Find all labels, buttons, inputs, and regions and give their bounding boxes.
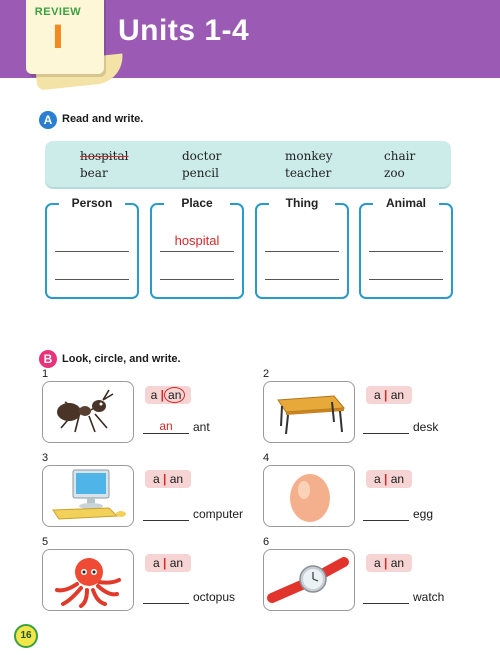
section-a-badge: A [39,111,57,129]
article-choice[interactable]: a | an [145,470,191,488]
article-an[interactable]: an [169,472,184,486]
item-number: 3 [42,452,49,464]
article-choice[interactable]: a | an [145,386,191,404]
word-bank-item: doctor [182,149,222,163]
write-line[interactable] [55,279,129,280]
word-bank-item: pencil [182,166,219,180]
ant-icon [43,382,133,442]
word-bank-item: chair [384,149,416,163]
answer-blank[interactable] [363,589,409,604]
article-a[interactable]: a [373,556,381,570]
article-a[interactable]: a [373,472,381,486]
write-line[interactable] [265,279,339,280]
category-answer[interactable]: hospital [174,233,220,248]
word-bank-item: monkey [285,149,333,163]
item-word: egg [413,507,434,521]
article-an[interactable]: an [390,388,405,402]
item-word: computer [193,507,244,521]
article-choice[interactable]: a | an [366,470,412,488]
item-word: watch [413,590,445,604]
picture-frame [42,368,134,443]
review-number: I [52,18,64,56]
item-number: 4 [263,452,270,464]
item-word: octopus [193,590,236,604]
picture-frame [263,368,355,443]
category-title: Animal [373,196,439,210]
write-line[interactable] [265,251,339,252]
picture-frame [42,452,134,527]
category-title: Place [164,196,230,210]
picture-frame [263,452,355,527]
section-b-badge: B [39,350,57,368]
write-line[interactable] [369,279,443,280]
article-an-circled[interactable]: an [164,387,185,403]
picture-frame [42,536,134,611]
category-title: Person [59,196,125,210]
watch-icon [264,550,354,610]
category-box-person [45,196,139,299]
review-label: REVIEW [34,6,82,18]
word-bank-item: hospital [80,149,129,163]
write-line[interactable] [55,251,129,252]
answer-blank[interactable] [143,506,189,521]
section-b-instruction: Look, circle, and write. [62,353,181,365]
page-title: Units 1-4 [118,14,250,47]
item-number: 5 [42,536,49,548]
write-line[interactable] [160,279,234,280]
word-bank-item: bear [80,166,108,180]
category-box-thing [255,196,349,299]
octopus-icon [43,550,133,610]
item-number: 6 [263,536,270,548]
answer-blank[interactable] [363,419,409,434]
article-an[interactable]: an [390,556,405,570]
write-line[interactable] [369,251,443,252]
article-a[interactable]: a [152,472,160,486]
article-a[interactable]: a [373,388,381,402]
answer-blank[interactable]: an [143,419,189,434]
answer-blank[interactable] [143,589,189,604]
section-a-instruction: Read and write. [62,113,144,125]
article-an[interactable]: an [390,472,405,486]
article-an[interactable]: an [169,556,184,570]
word-bank-item: teacher [285,166,332,180]
article-choice[interactable]: a | an [366,554,412,572]
article-a[interactable]: a [152,556,160,570]
word-bank [45,141,451,187]
review-tag [26,0,104,74]
picture-frame [263,536,355,611]
item-word: ant [193,420,210,434]
category-box-place [150,196,244,299]
item-number: 2 [263,368,270,380]
page-number: 16 [14,624,38,648]
article-choice[interactable]: a | an [145,554,191,572]
write-line[interactable] [160,251,234,252]
header-banner [0,0,500,78]
answer-blank[interactable] [363,506,409,521]
word-bank-item: zoo [384,166,405,180]
category-title: Thing [269,196,335,210]
egg-icon [264,466,354,526]
article-choice[interactable]: a | an [366,386,412,404]
item-word: desk [413,420,439,434]
article-a[interactable]: a [150,388,158,402]
item-number: 1 [42,368,49,380]
desk-icon [264,382,354,442]
category-box-animal [359,196,453,299]
computer-icon [43,466,133,526]
